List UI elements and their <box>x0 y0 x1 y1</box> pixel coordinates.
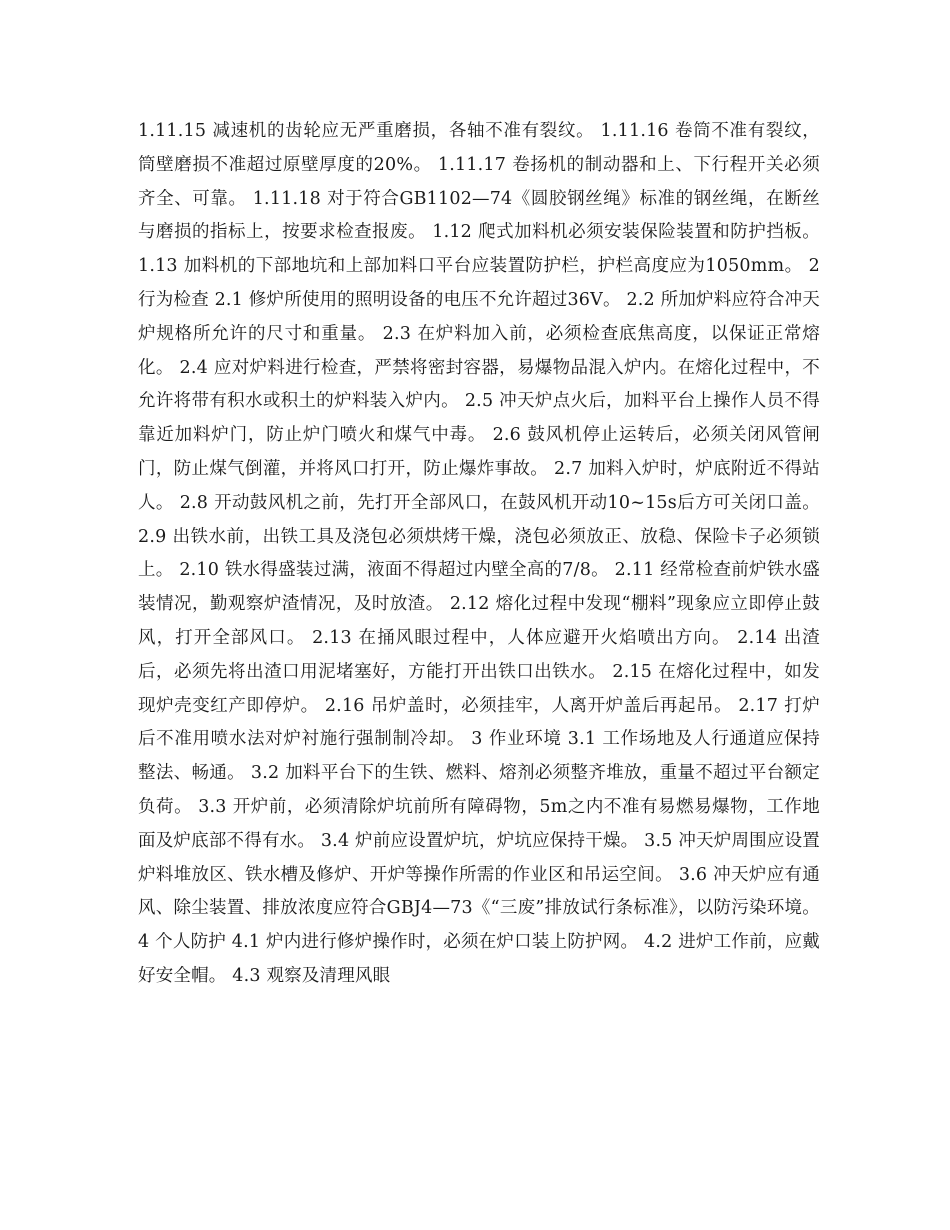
body-paragraph: 1.11.15 减速机的齿轮应无严重磨损，各轴不准有裂纹。 1.11.16 卷筒不准有裂纹，筒壁磨损不准超过原壁厚度的20%。 1.11.17 卷扬机的制动器和上、下行程开关必须齐全、可靠。 1.11.18 对于符合GB1102—74《圆胶钢丝绳》标准的钢丝绳，在断丝与磨损的指标上，按要求检查报废。 1.12 爬式加料机必须安装保险装置和防护挡板。 1.13 加料机的下部地坑和上部加料口平台应装置防护栏，护栏高度应为1050mm。 2 行为检查 2.1 修炉所使用的照明设备的电压不允许超过36V。 2.2 所加炉料应符合冲天炉规格所允许的尺寸和重量。 2.3 在炉料加入前，必须检查底焦高度，以保证正常熔化。 2.4 应对炉料进行检查，严禁将密封容器，易爆物品混入炉内。在熔化过程中，不允许将带有积水或积土的炉料装入炉内。 2.5 冲天炉点火后，加料平台上操作人员不得靠近加料炉门，防止炉门喷火和煤气中毒。 2.6 鼓风机停止运转后，必须关闭风管闸门，防止煤气倒灌，并将风口打开，防止爆炸事故。 2.7 加料入炉时，炉底附近不得站人。 2.8 开动鼓风机之前，先打开全部风口，在鼓风机开动10~15s后方可关闭口盖。 2.9 出铁水前，出铁工具及浇包必须烘烤干燥，浇包必须放正、放稳、保险卡子必须锁上。 2.10 铁水得盛装过满，液面不得超过内壁全高的7/8。 2.11 经常检查前炉铁水盛装情况，勤观察炉渣情况，及时放渣。 2.12 熔化过程中发现“棚料”现象应立即停止鼓风，打开全部风口。 2.13 在捅风眼过程中，人体应避开火焰喷出方向。 2.14 出渣后，必须先将出渣口用泥堵塞好，方能打开出铁口出铁水。 2.15 在熔化过程中，如发现炉壳变红产即停炉。 2.16 吊炉盖时，必须挂牢，人离开炉盖后再起吊。 2.17 打炉后不准用喷水法对炉衬施行强制制冷却。 3 作业环境 3.1 工作场地及人行通道应保持整法、畅通。 3.2 加料平台下的生铁、燃料、熔剂必须整齐堆放，重量不超过平台额定负荷。 3.3 开炉前，必须清除炉坑前所有障碍物，5m之内不准有易燃易爆物，工作地面及炉底部不得有水。 3.4 炉前应设置炉坑，炉坑应保持干燥。 3.5 冲天炉周围应设置炉料堆放区、铁水槽及修炉、开炉等操作所需的作业区和吊运空间。 3.6 冲天炉应有通风、除尘装置、排放浓度应符合GBJ4—73《“三废”排放试行条标准》，以防污染环境。 4 个人防护 4.1 炉内进行修炉操作时，必须在炉口装上防护网。 4.2 进炉工作前，应戴好安全帽。 4.3 观察及清理风眼 <box>138 121 820 986</box>
